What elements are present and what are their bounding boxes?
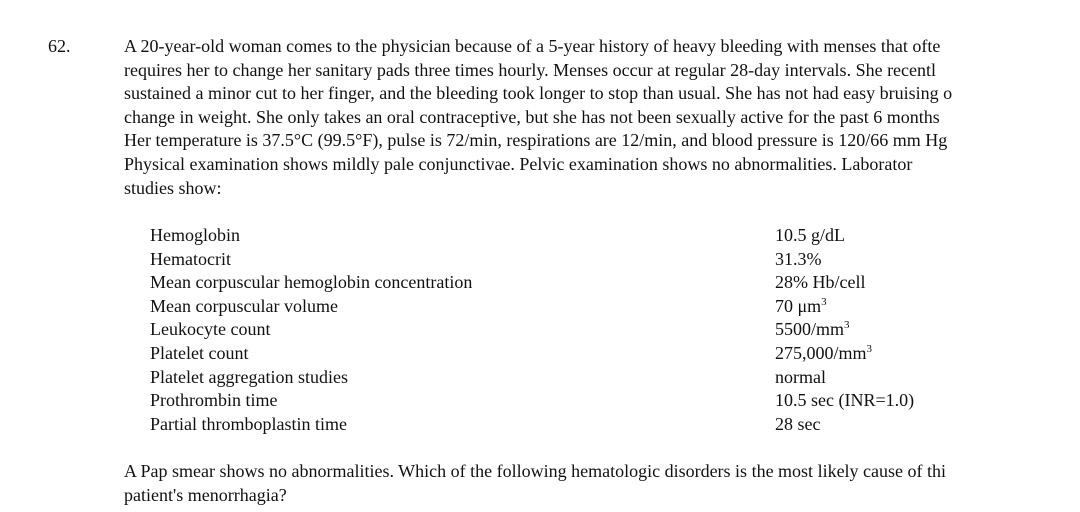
stem-line: A 20-year-old woman comes to the physician because of a 5-year history of heavy bleeding with menses that ofte (124, 36, 941, 56)
lab-row-platelet-aggregation (150, 366, 1050, 390)
lab-results-table (150, 224, 1050, 436)
stem-line: Her temperature is 37.5°C (99.5°F), pulse is 72/min, respirations are 12/min, and blood pressure is 120/66 mm Hg (124, 130, 948, 151)
question-stem (124, 35, 1080, 200)
lab-row-ptt (150, 413, 1050, 437)
lab-name: Platelet aggregation studies (150, 366, 348, 387)
lab-value: 28% Hb/cell (775, 272, 866, 293)
lab-name: Mean corpuscular volume (150, 295, 338, 316)
lab-value: 70 $\mu m^3$ (775, 295, 827, 316)
lab-row-mchc (150, 271, 1050, 295)
lab-row-prothrombin-time (150, 389, 1050, 413)
question-number: 62. (48, 36, 71, 56)
lab-row-mcv (150, 295, 1050, 319)
stem-line: change in weight. She only takes an oral contraceptive, but she has not been sexually active for the past 6 months (124, 106, 940, 127)
lab-name: Hemoglobin (150, 225, 240, 245)
lab-value: 10.5 g/dL (775, 225, 845, 245)
question-prompt (124, 460, 1080, 507)
stem-line: studies show: (124, 177, 222, 198)
stem-line: sustained a minor cut to her finger, and the bleeding took longer to stop than usual. She has not had easy bruising o (124, 83, 953, 104)
lab-value: 28 sec (775, 413, 821, 434)
lab-name: Leukocyte count (150, 319, 271, 340)
lab-value: 10.5 sec (INR=1.0) (775, 390, 915, 411)
lab-row-leukocyte-count (150, 318, 1050, 342)
lab-value: normal (775, 366, 826, 387)
lab-name: Platelet count (150, 342, 249, 363)
prompt-line: A Pap smear shows no abnormalities. Which of the following hematologic disorders is the most likely cause of thi (124, 461, 947, 481)
lab-name: Mean corpuscular hemoglobin concentration (150, 272, 473, 293)
prompt-line: patient's menorrhagia? (124, 484, 287, 505)
lab-value: $275,000/mm^3$ (775, 342, 873, 363)
lab-name: Partial thromboplastin time (150, 413, 347, 434)
lab-value: 31.3% (775, 248, 822, 269)
stem-line: requires her to change her sanitary pads three times hourly. Menses occur at regular 28-day intervals. She recentl (124, 59, 937, 80)
lab-row-hemoglobin (150, 224, 1050, 248)
lab-value: $5500/mm^3$ (775, 319, 850, 340)
stem-line: Physical examination shows mildly pale conjunctivae. Pelvic examination shows no abnormalities. Laborator (124, 153, 913, 174)
lab-name: Hematocrit (150, 248, 231, 269)
lab-row-platelet-count (150, 342, 1050, 366)
lab-name: Prothrombin time (150, 390, 278, 411)
lab-row-hematocrit (150, 248, 1050, 272)
